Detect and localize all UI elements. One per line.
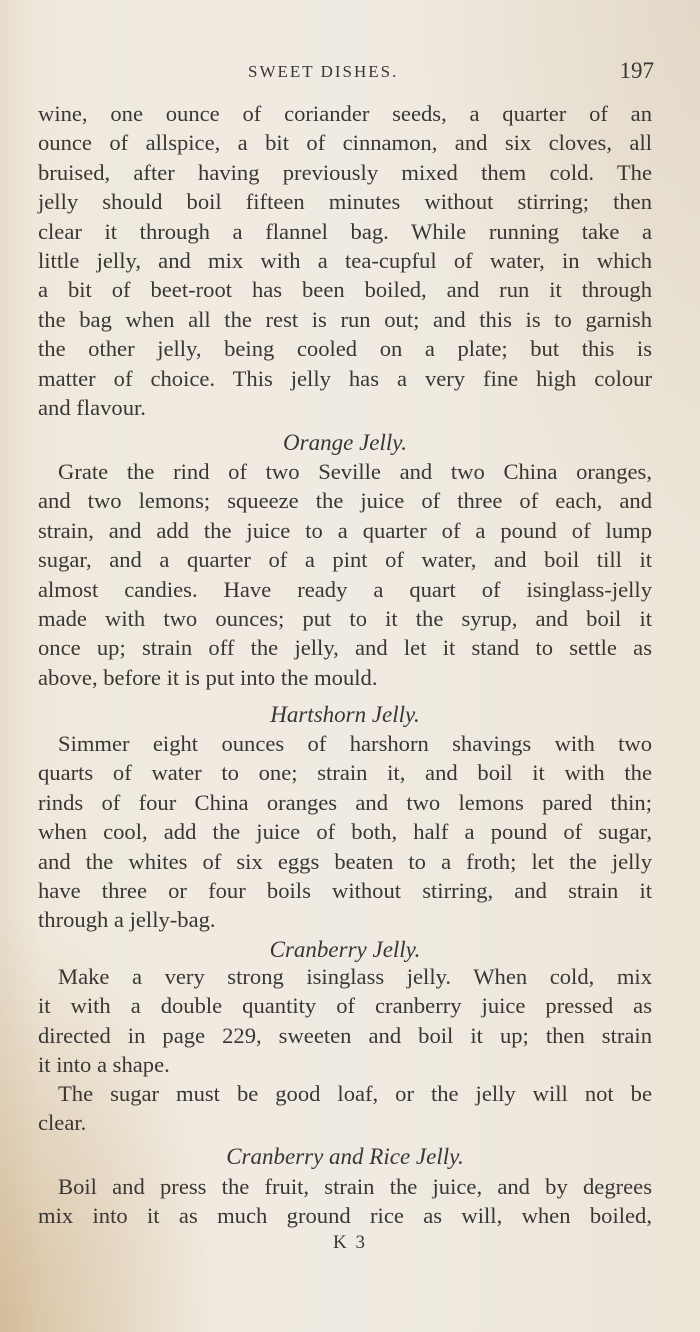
text-line: and two lemons; squeeze the juice of three of each, and — [38, 488, 652, 514]
text-line: rinds of four China oranges and two lemons pared thin; — [38, 789, 652, 815]
text-line: Boil and press the fruit, strain the juice, and by degrees — [58, 1174, 652, 1199]
cranberry-rice-jelly-heading: Cranberry and Rice Jelly. — [226, 1144, 464, 1169]
cranberry-rice-jelly-paragraph — [38, 1172, 652, 1231]
orange-jelly-heading: Orange Jelly. — [283, 430, 407, 455]
text-line: sugar, and a quarter of a pint of water, and boil till it — [38, 547, 652, 573]
hartshorn-jelly-heading: Hartshorn Jelly. — [270, 702, 420, 727]
text-line: Simmer eight ounces of harshorn shavings with two — [58, 731, 652, 756]
text-line: Make a very strong isinglass jelly. When cold, mix — [58, 964, 652, 989]
text-line: the other jelly, being cooled on a plate; but this is — [38, 336, 652, 362]
text-line: have three or four boils without stirring, and strain it — [38, 878, 652, 904]
intro-paragraph — [38, 99, 652, 422]
page-number: 197 — [619, 58, 654, 83]
text-line: it with a double quantity of cranberry juice pressed as — [38, 993, 652, 1019]
cranberry-jelly-heading: Cranberry Jelly. — [269, 937, 421, 962]
running-head: SWEET DISHES. — [248, 62, 399, 81]
cranberry-jelly-paragraph — [38, 962, 652, 1080]
text-line: when cool, add the juice of both, half a pound of sugar, — [38, 819, 652, 845]
text-line: mix into it as much ground rice as will, when boiled, — [38, 1203, 652, 1229]
text-line: almost candies. Have ready a quart of isinglass-jelly — [38, 576, 652, 602]
text-line: it into a shape. — [38, 1052, 170, 1078]
text-line: jelly should boil fifteen minutes without stirring; then — [38, 189, 652, 215]
text-line: made with two ounces; put to it the syrup, and boil it — [38, 606, 652, 632]
text-line: matter of choice. This jelly has a very fine high colour — [38, 365, 652, 391]
text-line: The sugar must be good loaf, or the jelly will not be — [58, 1081, 652, 1106]
text-line: through a jelly-bag. — [38, 907, 216, 933]
signature-mark: K 3 — [333, 1232, 367, 1253]
text-line: the bag when all the rest is run out; and this is to garnish — [38, 306, 652, 332]
page-header — [38, 60, 656, 90]
orange-jelly-paragraph — [38, 457, 652, 692]
text-line: once up; strain off the jelly, and let it stand to settle as — [38, 635, 652, 661]
text-line: a bit of beet-root has been boiled, and run it through — [38, 277, 652, 303]
text-line: Grate the rind of two Seville and two China oranges, — [58, 459, 652, 484]
text-line: bruised, after having previously mixed them cold. The — [38, 159, 652, 185]
text-line: and the whites of six eggs beaten to a froth; let the jelly — [38, 848, 652, 874]
text-line: wine, one ounce of coriander seeds, a quarter of an — [38, 101, 652, 126]
text-line: and flavour. — [38, 395, 146, 421]
text-line: strain, and add the juice to a quarter of a pound of lump — [38, 517, 652, 543]
cranberry-note-paragraph — [38, 1079, 652, 1138]
text-line: above, before it is put into the mould. — [38, 664, 378, 690]
text-line: clear. — [38, 1110, 87, 1136]
text-line: ounce of allspice, a bit of cinnamon, and six cloves, all — [38, 130, 652, 156]
hartshorn-jelly-paragraph — [38, 729, 652, 935]
text-line: directed in page 229, sweeten and boil it up; then strain — [38, 1022, 652, 1048]
text-line: clear it through a flannel bag. While running take a — [38, 218, 652, 244]
text-line: little jelly, and mix with a tea-cupful of water, in which — [38, 248, 652, 274]
text-line: quarts of water to one; strain it, and boil it with the — [38, 760, 652, 786]
